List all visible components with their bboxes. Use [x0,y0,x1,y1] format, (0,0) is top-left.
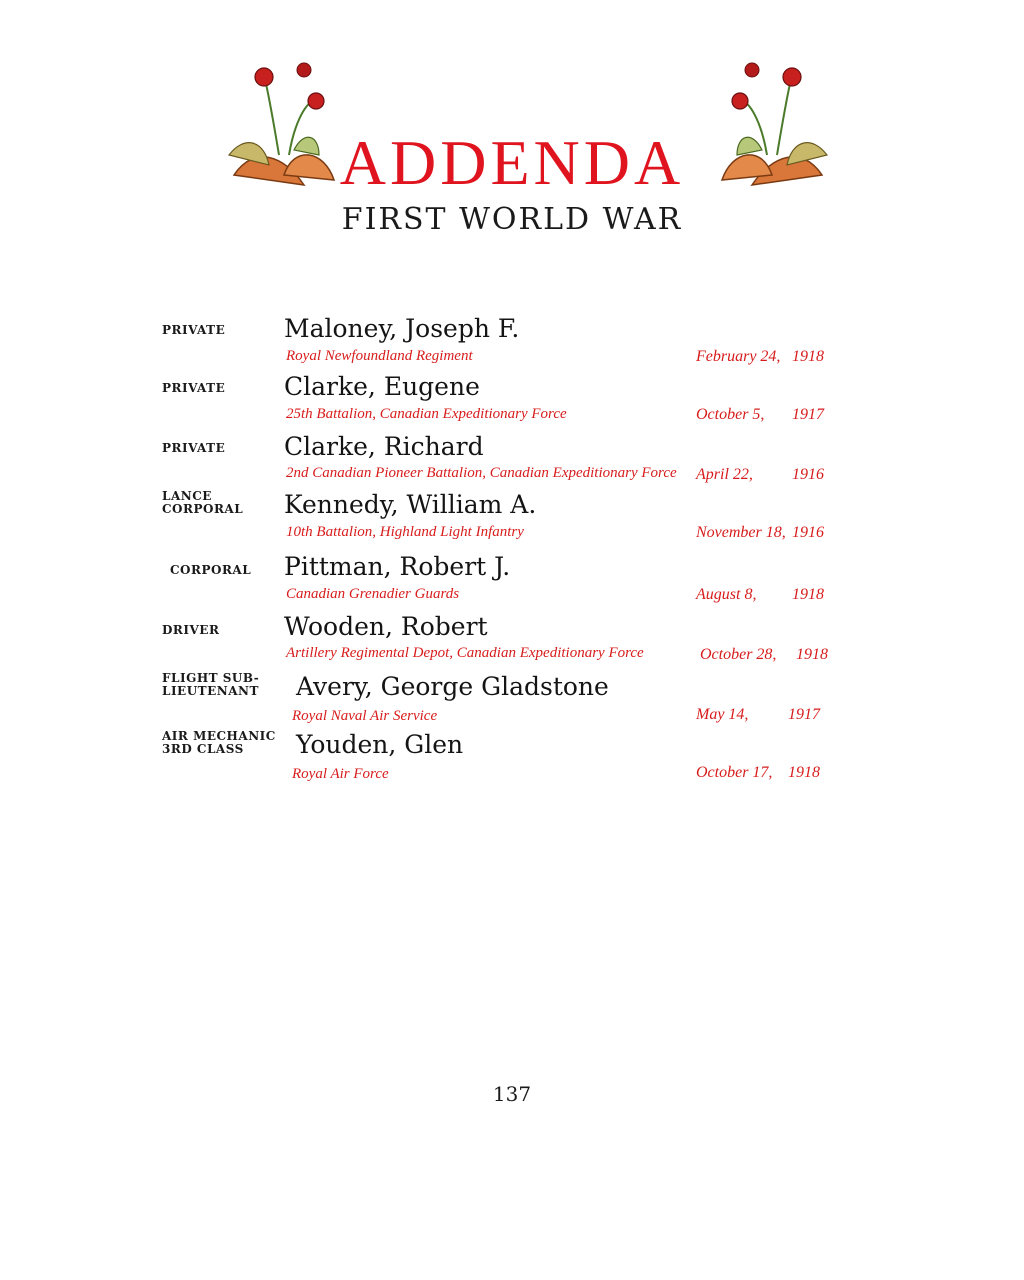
entry-date [696,466,826,484]
entry-date-day: May 14, [696,706,749,723]
entry-rank: AIR MECHANIC 3RD CLASS [162,729,276,756]
page-header [0,0,1024,260]
entry-date-day: August 8, [696,586,757,603]
entry-date-year: 1916 [792,466,824,483]
entry-date [696,524,826,542]
page-title: ADDENDA [339,127,685,198]
entry-rank: PRIVATE [162,323,226,337]
entry-rank: PRIVATE [162,441,226,455]
entry-unit: Canadian Grenadier Guards [286,586,460,602]
entry-rank: DRIVER [162,623,220,637]
entry-name: Youden, Glen [296,730,464,759]
list-item [0,368,1024,428]
entry-date-day: February 24, [696,348,781,365]
entry-date-day: November 18, [696,524,786,541]
entry-name: Clarke, Richard [284,432,484,461]
entry-rank: PRIVATE [162,381,226,395]
entry-unit: Artillery Regimental Depot, Canadian Expeditionary Force [286,645,644,661]
entry-date-day: April 22, [696,466,753,483]
entry-date-day: October 28, [700,646,777,663]
entry-name: Clarke, Eugene [284,372,480,401]
entry-date-day: October 17, [696,764,773,781]
entry-date-year: 1917 [792,406,824,423]
entry-unit: 2nd Canadian Pioneer Battalion, Canadian Expeditionary Force [286,465,677,481]
entry-date-year: 1918 [788,764,820,781]
entry-date [696,348,826,366]
entry-name: Pittman, Robert J. [284,552,511,581]
entry-date-year: 1916 [792,524,824,541]
list-item [0,728,1024,788]
entry-rank: LANCE CORPORAL [162,489,244,516]
entry-name: Wooden, Robert [284,612,488,641]
entry-name: Avery, George Gladstone [296,672,609,701]
entry-date [696,706,822,724]
entry-date [700,646,830,664]
entry-unit: Royal Naval Air Service [292,708,438,724]
list-item [0,428,1024,488]
page-number: 137 [492,1082,532,1106]
list-item [0,486,1024,546]
entry-unit: 10th Battalion, Highland Light Infantry [286,524,524,540]
list-item [0,310,1024,370]
list-item [0,610,1024,670]
entry-date-year: 1918 [792,348,824,365]
entry-unit: 25th Battalion, Canadian Expeditionary Force [286,406,567,422]
entry-unit: Royal Newfoundland Regiment [286,348,473,364]
list-item [0,670,1024,730]
entry-name: Kennedy, William A. [284,490,537,519]
entry-unit: Royal Air Force [292,766,389,782]
entry-date-year: 1917 [788,706,820,723]
entry-date-year: 1918 [796,646,828,663]
list-item [0,550,1024,610]
entry-date [696,764,822,782]
entry-rank: CORPORAL [170,563,252,577]
page-subtitle: FIRST WORLD WAR [341,202,683,237]
entry-date-day: October 5, [696,406,765,423]
entry-date [696,586,826,604]
entry-date-year: 1918 [792,586,824,603]
entry-name: Maloney, Joseph F. [284,314,520,343]
entry-rank: FLIGHT SUB-LIEUTENANT [162,671,260,698]
entry-date [696,406,826,424]
